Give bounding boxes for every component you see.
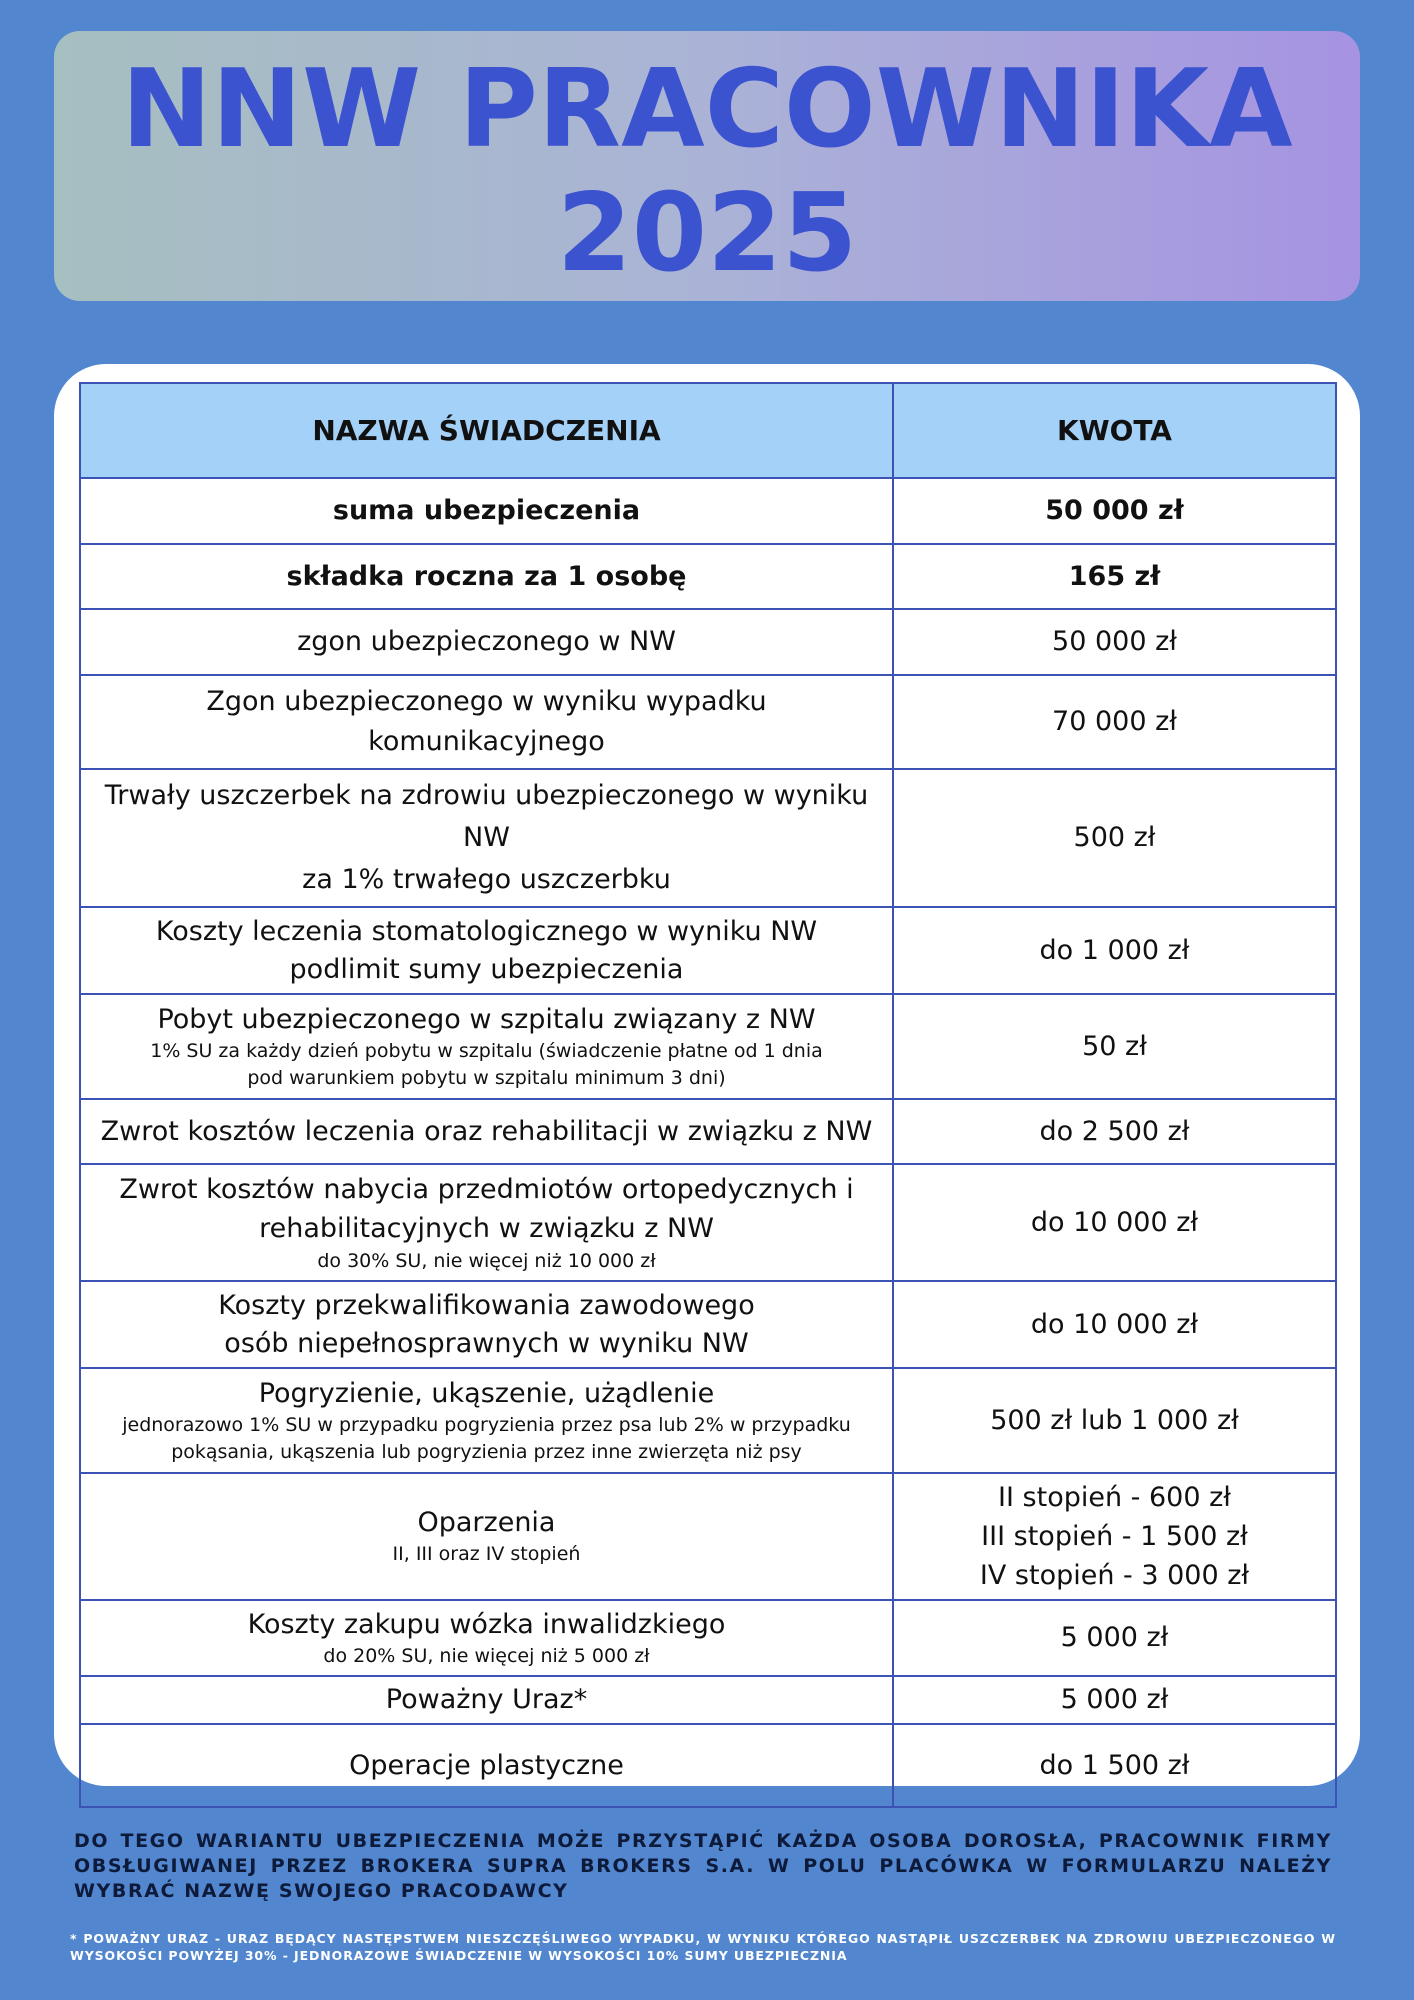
benefit-name-text: Pogryzienie, ukąszenie, użądlenie [258,1377,715,1409]
table-row [80,769,1336,907]
benefit-amount: 5 000 zł [893,1600,1336,1676]
footnote-serious-injury: * POWAŻNY URAZ - URAZ BĘDĄCY NASTĘPSTWEM NIESZCZĘŚLIWEGO WYPADKU, W WYNIKU KTÓREGO NASTĄPIŁ USZCZERBEK NA ZDROWIU UBEZPIECZONEGO W WYSOKOŚCI POWYŻEJ 30% - JEDNORAZOWE ŚWIADCZENIE W WYSOKOŚCI 10% SUMY UBEZPIECZNIA [70,1931,1336,1963]
column-header-amount: KWOTA [893,383,1336,478]
benefit-amount: do 1 000 zł [893,907,1336,994]
column-header-name: NAZWA ŚWIADCZENIA [80,383,893,478]
table-row [80,1473,1336,1600]
eligibility-note: DO TEGO WARIANTU UBEZPIECZENIA MOŻE PRZYSTĄPIĆ KAŻDA OSOBA DOROSŁA, PRACOWNIK FIRMY OBSŁUGIWANEJ PRZEZ BROKERA SUPRA BROKERS S.A. W POLU PLACÓWKA W FORMULARZU NALEŻY WYBRAĆ NAZWĘ SWOJEGO PRACODAWCY [74,1830,1332,1902]
table-row [80,1724,1336,1807]
benefit-amount: 50 zł [893,994,1336,1099]
amount-line: III stopień - 1 500 zł [981,1521,1248,1552]
table-row [80,1099,1336,1164]
benefit-name [80,1473,893,1600]
benefit-name: zgon ubezpieczonego w NW [80,609,893,675]
benefit-name [80,769,893,907]
benefit-note: jednorazowo 1% SU w przypadku pogryzienia przez psa lub 2% w przypadku pokąsania, ukąszenia lub pogryzienia przez inne zwierzęta niż psy [122,1413,851,1463]
benefit-note: do 30% SU, nie więcej niż 10 000 zł [317,1250,656,1272]
benefit-note: II, III oraz IV stopień [392,1543,581,1565]
benefit-name [80,907,893,994]
table-header-row [80,383,1336,478]
benefit-name-line: Koszty leczenia stomatologicznego w wyniku NW [155,915,818,947]
benefit-name [80,1164,893,1281]
benefits-table [79,382,1337,1808]
benefit-note: 1% SU za każdy dzień pobytu w szpitalu (świadczenie płatne od 1 dnia pod warunkiem pobytu w szpitalu minimum 3 dni) [150,1039,823,1089]
benefit-name [80,994,893,1099]
table-row [80,675,1336,769]
benefit-amount: 50 000 zł [893,478,1336,544]
benefit-name-text: Oparzenia [417,1507,556,1538]
benefit-amount: 70 000 zł [893,675,1336,769]
benefit-name-line: Trwały uszczerbek na zdrowiu ubezpieczonego w wyniku NW [104,780,869,853]
benefit-name-text: Pobyt ubezpieczonego w szpitalu związany z NW [157,1003,816,1035]
benefit-name-line: za 1% trwałego uszczerbku [302,864,671,895]
benefit-name-text: Koszty zakupu wózka inwalidzkiego [247,1608,726,1640]
benefit-name-text: Zwrot kosztów nabycia przedmiotów ortopedycznych i rehabilitacyjnych w związku z NW [119,1174,854,1244]
table-row [80,994,1336,1099]
benefit-amount [893,1473,1336,1600]
benefit-name: Zwrot kosztów leczenia oraz rehabilitacji w związku z NW [80,1099,893,1164]
title-line-1: NNW PRACOWNIKA [121,47,1293,172]
benefit-amount: 500 zł lub 1 000 zł [893,1368,1336,1473]
amount-line: II stopień - 600 zł [998,1482,1231,1513]
benefit-name: Poważny Uraz* [80,1676,893,1724]
table-row [80,1164,1336,1281]
benefit-amount: 50 000 zł [893,609,1336,675]
benefit-note: do 20% SU, nie więcej niż 5 000 zł [323,1644,650,1667]
title-line-2: 2025 [556,171,858,296]
table-row [80,544,1336,609]
benefit-amount: do 2 500 zł [893,1099,1336,1164]
benefit-name: suma ubezpieczenia [80,478,893,544]
benefit-name [80,1600,893,1676]
benefit-name [80,1368,893,1473]
table-row [80,478,1336,544]
benefit-amount: 165 zł [893,544,1336,609]
benefit-amount: 5 000 zł [893,1676,1336,1724]
amount-line: IV stopień - 3 000 zł [979,1560,1250,1591]
benefit-name: składka roczna za 1 osobę [80,544,893,609]
title-banner [54,31,1360,301]
benefit-amount: do 10 000 zł [893,1281,1336,1368]
benefit-amount: do 10 000 zł [893,1164,1336,1281]
table-row [80,1368,1336,1473]
benefit-name-line: podlimit sumy ubezpieczenia [289,953,684,985]
table-row [80,1600,1336,1676]
table-row [80,1281,1336,1368]
benefit-name: Zgon ubezpieczonego w wyniku wypadku komunikacyjnego [80,675,893,769]
benefit-name: Koszty przekwalifikowania zawodowego osób niepełnosprawnych w wyniku NW [80,1281,893,1368]
table-row [80,609,1336,675]
benefit-amount: do 1 500 zł [893,1724,1336,1807]
table-row [80,1676,1336,1724]
table-row [80,907,1336,994]
benefit-name: Operacje plastyczne [80,1724,893,1807]
page-title [54,31,1360,296]
benefit-amount: 500 zł [893,769,1336,907]
